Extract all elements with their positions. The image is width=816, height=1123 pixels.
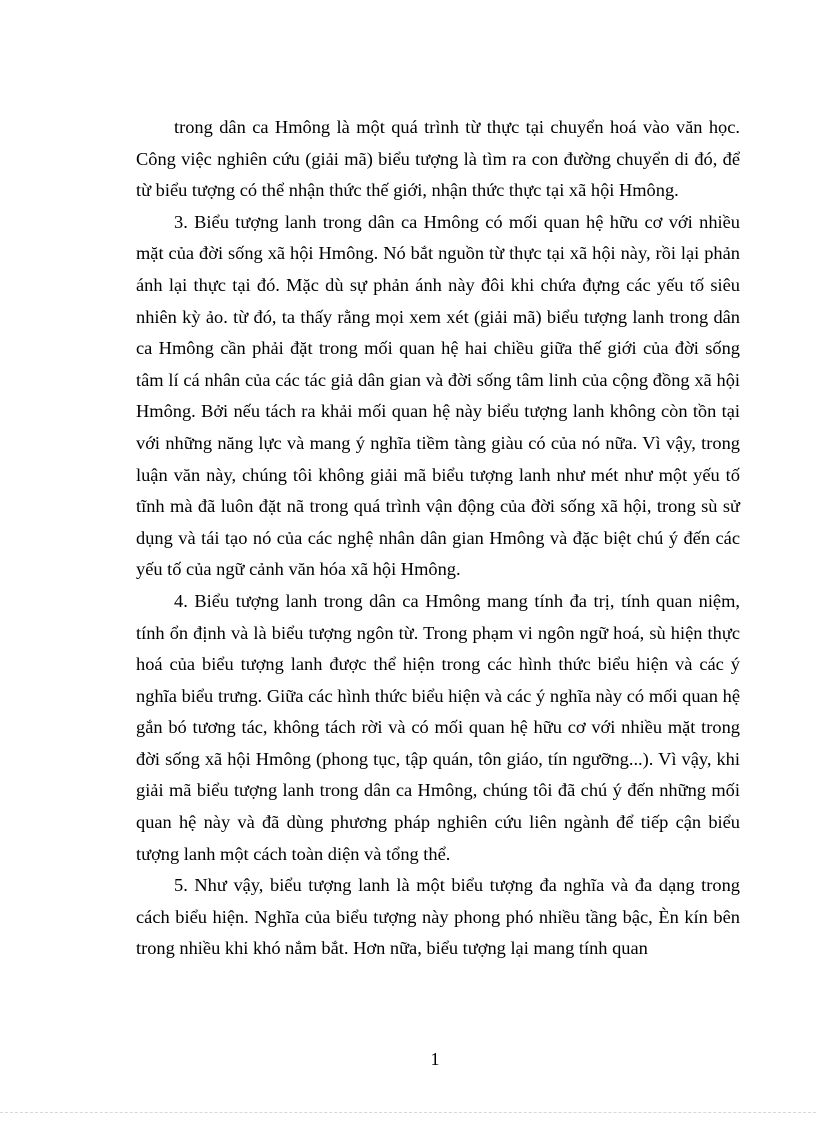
paragraph-4: 4. Biểu tượng lanh trong dân ca Hmông mang tính đa trị, tính quan niệm, tính ổn định và là biểu tượng ngôn từ. Trong phạm vi ngôn ngữ hoá, sù hiện thực hoá của biểu tượng lanh được thể hiện trong các hình thức biểu hiện và các ý nghĩa biểu trưng. Giữa các hình thức biểu hiện và các ý nghĩa này có mối quan hệ gắn bó tương tác, không tách rời và có mối quan hệ hữu cơ với nhiều mặt trong đời sống xã hội Hmông (phong tục, tập quán, tôn giáo, tín ngưỡng...). Vì vậy, khi giải mã biểu tượng lanh trong dân ca Hmông, chúng tôi đã chú ý đến những mối quan hệ này và đã dùng phương pháp nghiên cứu liên ngành để tiếp cận biểu tượng lanh một cách toàn diện và tổng thể. xyxy=(136,590,740,864)
page-number: 1 xyxy=(430,1049,440,1069)
body-text xyxy=(136,112,740,965)
paragraph-continuation: trong dân ca Hmông là một quá trình từ thực tại chuyển hoá vào văn học. Công việc nghiên cứu (giải mã) biểu tượng là tìm ra con đường chuyển di đó, để từ biểu tượng có thể nhận thức thế giới, nhận thức thực tại xã hội Hmông. xyxy=(136,117,740,201)
paragraph-3: 3. Biểu tượng lanh trong dân ca Hmông có mối quan hệ hữu cơ với nhiều mặt của đời sống xã hội Hmông. Nó bắt nguồn từ thực tại xã hội này, rồi lại phản ánh lại thực tại đó. Mặc dù sự phản ánh này đôi khi chứa đựng các yếu tố siêu nhiên kỳ ảo. từ đó, ta thấy rằng mọi xem xét (giải mã) biểu tượng lanh trong dân ca Hmông cần phải đặt trong mối quan hệ hai chiều giữa thế giới của đời sống tâm lí cá nhân của các tác giả dân gian và đời sống tâm linh của cộng đồng xã hội Hmông. Bởi nếu tách ra khải mối quan hệ này biểu tượng lanh không còn tồn tại với những năng lực và mang ý nghĩa tiềm tàng giàu có của nó nữa. Vì vậy, trong luận văn này, chúng tôi không giải mã biểu tượng lanh như mét như một yếu tố tĩnh mà đã luôn đặt nã trong quá trình vận động của đời sống xã hội, trong sù sử dụng và tái tạo nó của các nghệ nhân dân gian Hmông và đặc biệt chú ý đến các yếu tố của ngữ cảnh văn hóa xã hội Hmông. xyxy=(136,211,740,580)
page-bottom-edge xyxy=(0,1112,816,1113)
paragraph-5: 5. Như vậy, biểu tượng lanh là một biểu tượng đa nghĩa và đa dạng trong cách biểu hiện. Nghĩa của biểu tượng này phong phó nhiều tầng bậc, Èn kín bên trong nhiều khi khó nắm bắt. Hơn nữa, biểu tượng lại mang tính quan xyxy=(136,875,740,959)
